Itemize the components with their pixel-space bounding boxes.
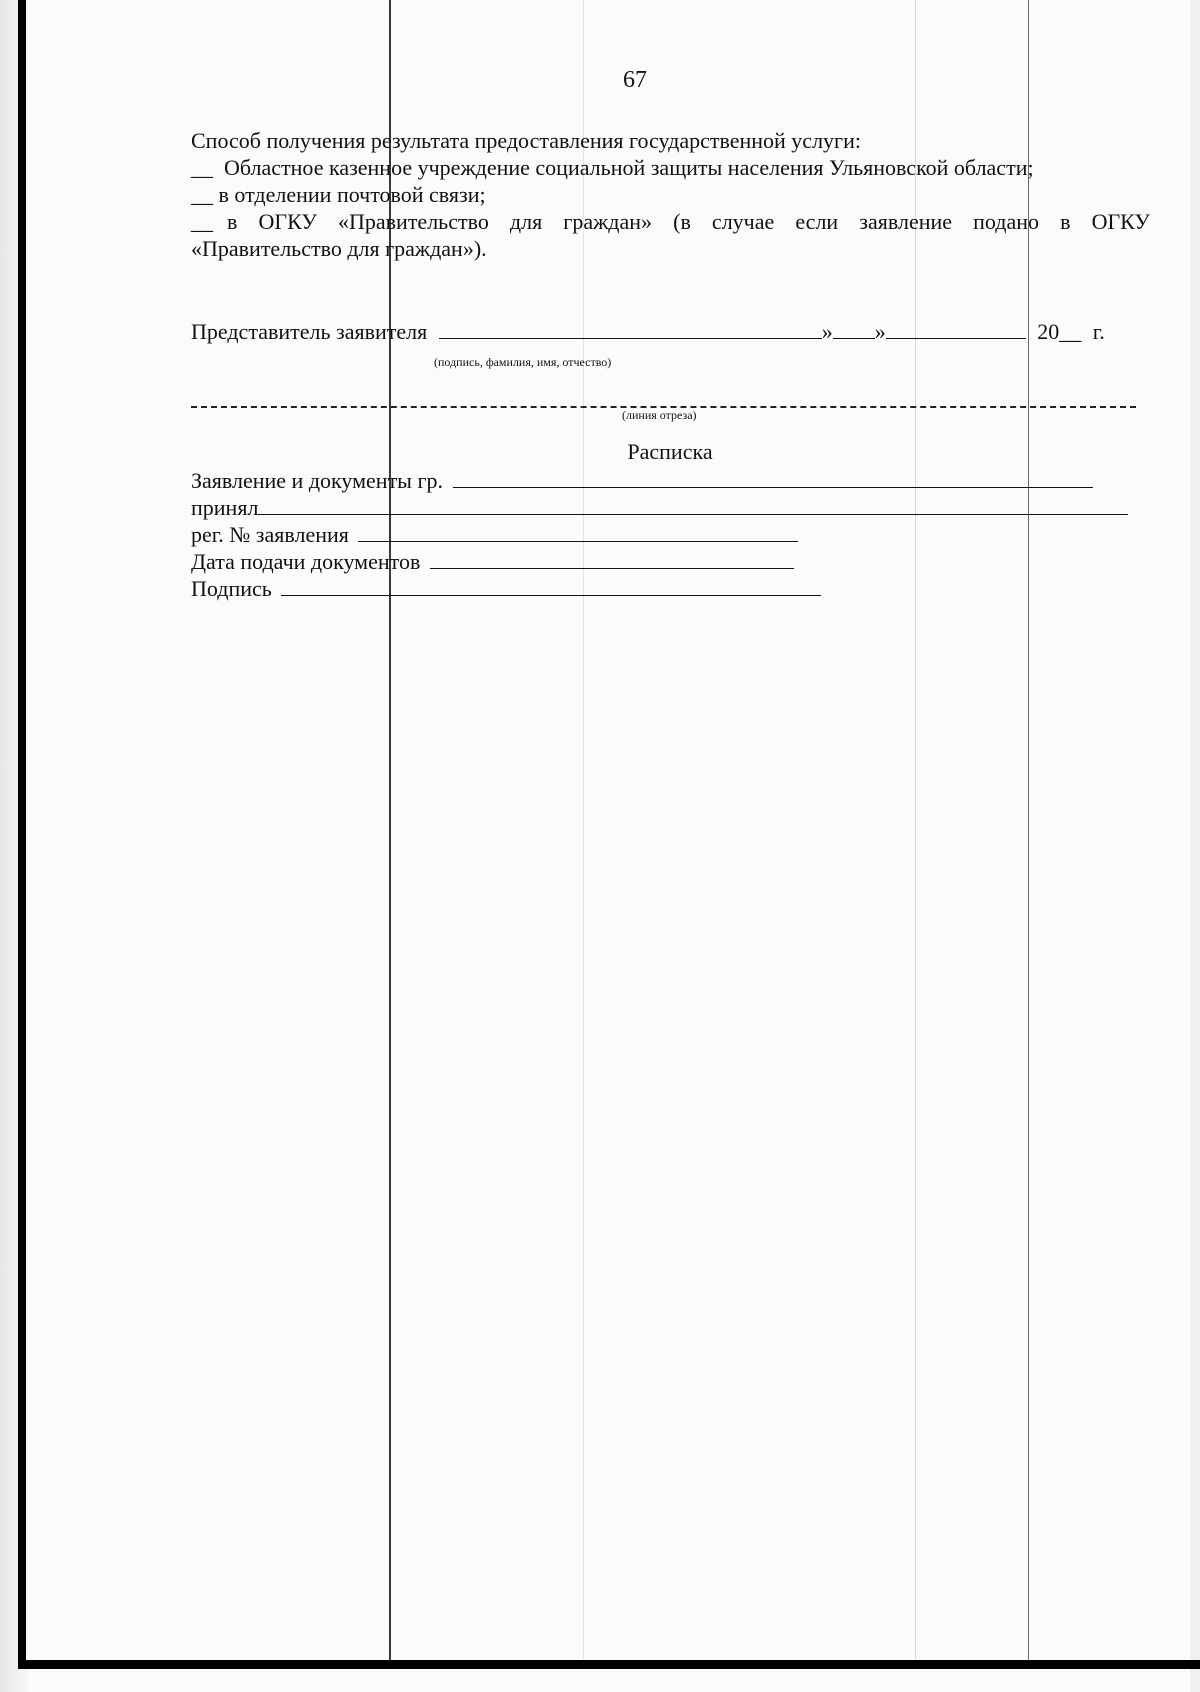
- receipt-field-accepted: [191, 494, 1128, 522]
- option-government-center: [191, 208, 1150, 236]
- receipt-field-reg-number: [191, 521, 798, 549]
- scan-edge-right: [1190, 0, 1200, 1692]
- receipt-field-submission-date: [191, 548, 794, 576]
- receipt-field-signature: [191, 575, 821, 603]
- option-label: в отделении почтовой связи;: [218, 182, 486, 207]
- submission-date-field[interactable]: [430, 548, 794, 569]
- scan-artifact-line: [583, 0, 584, 1664]
- reg-number-field[interactable]: [358, 521, 798, 542]
- year-prefix: 20: [1037, 319, 1060, 344]
- field-label: рег. № заявления: [191, 522, 349, 547]
- page-number: 67: [623, 67, 647, 93]
- field-label: Подпись: [191, 576, 272, 601]
- applicant-name-field[interactable]: [453, 467, 1093, 488]
- receipt-field-applicant: [191, 467, 1093, 495]
- cut-line-label: (линия отреза): [622, 408, 697, 422]
- quote-mark: »: [821, 319, 833, 344]
- option-post-office: [191, 181, 486, 209]
- date-month-field[interactable]: [886, 318, 1026, 339]
- method-heading: Способ получения результата предоставления государственной услуги:: [191, 128, 861, 153]
- year-suffix: г.: [1092, 319, 1105, 344]
- option-label: Областное казенное учреждение социальной защиты населения Ульяновской области;: [224, 155, 1034, 180]
- field-label: Заявление и документы гр.: [191, 468, 443, 493]
- option-label-continued: «Правительство для граждан»).: [191, 236, 487, 261]
- year-blank: __: [1059, 319, 1082, 344]
- option-social-protection: [191, 154, 1034, 182]
- field-label: принял: [191, 495, 259, 520]
- scan-artifact-line: [915, 0, 916, 1664]
- option-blank: __: [191, 182, 213, 207]
- representative-line: [191, 318, 1105, 346]
- scan-border-left: [18, 0, 26, 1668]
- field-label: Дата подачи документов: [191, 549, 421, 574]
- signature-field[interactable]: [281, 575, 821, 596]
- option-label: в ОГКУ «Правительство для граждан» (в случае если заявление подано в ОГКУ: [227, 209, 1150, 234]
- quote-mark: »: [874, 319, 886, 344]
- option-blank: __: [191, 155, 213, 180]
- date-day-field[interactable]: [833, 318, 875, 339]
- scan-border-bottom: [18, 1660, 1200, 1669]
- accepted-by-field[interactable]: [258, 494, 1128, 515]
- scan-artifact-line: [1028, 0, 1029, 1664]
- representative-label: Представитель заявителя: [191, 319, 428, 344]
- signature-caption: (подпись, фамилия, имя, отчество): [434, 355, 612, 369]
- option-blank: __: [191, 209, 213, 234]
- representative-signature-field[interactable]: [439, 318, 822, 339]
- receipt-title: Расписка: [627, 439, 713, 464]
